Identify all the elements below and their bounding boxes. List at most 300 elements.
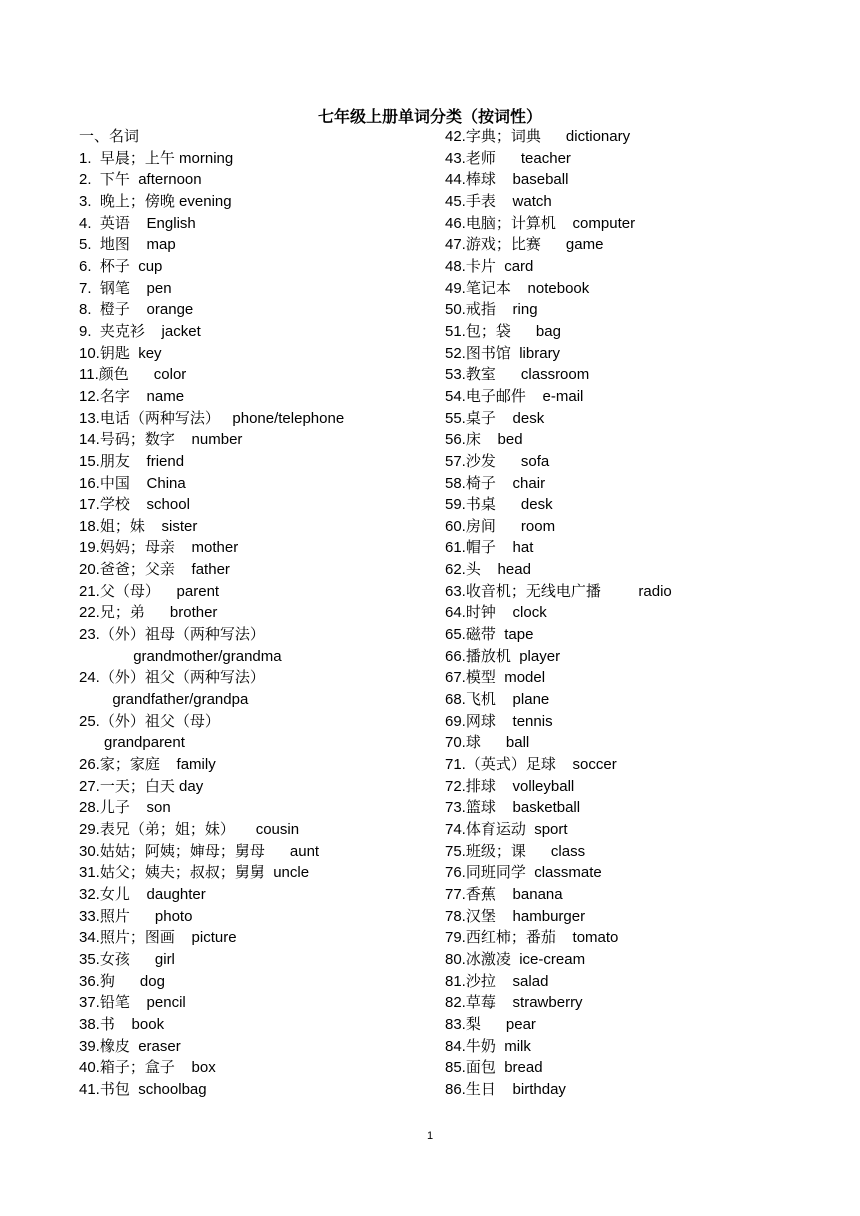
- english-word: teacher: [520, 149, 571, 167]
- english-word: grandfather/grandpa: [112, 691, 249, 709]
- entry-number: 81.: [445, 972, 466, 990]
- chinese-meaning: 钥匙: [99, 343, 130, 362]
- entry-number: 40.: [79, 1059, 100, 1077]
- english-word: notebook: [527, 279, 590, 297]
- entry-number: 15.: [79, 452, 100, 470]
- entry-number: 36.: [79, 972, 100, 990]
- chinese-meaning: 卡片: [465, 256, 496, 275]
- spacing: [496, 366, 521, 383]
- word-entry: [445, 797, 825, 819]
- chinese-meaning: 晚上；傍晚: [99, 191, 175, 210]
- word-entry: [79, 927, 459, 949]
- word-entry: [79, 473, 459, 495]
- spacing: [511, 951, 519, 968]
- chinese-meaning: 飞机: [465, 690, 496, 709]
- word-entry: [445, 386, 825, 408]
- entry-number: 25.: [79, 712, 100, 730]
- english-word: book: [131, 1015, 165, 1033]
- entry-number: 3.: [79, 192, 100, 210]
- spacing: [496, 669, 504, 686]
- entry-number: 78.: [445, 907, 466, 925]
- entry-number: 82.: [445, 994, 466, 1012]
- chinese-meaning: 网球: [465, 711, 496, 730]
- english-word: school: [146, 496, 190, 514]
- english-word: baseball: [512, 171, 569, 189]
- entry-number: 86.: [445, 1080, 466, 1098]
- english-word: friend: [146, 452, 185, 470]
- spacing: [130, 258, 138, 275]
- spacing: [526, 864, 534, 881]
- english-word: tennis: [512, 712, 553, 730]
- entry-number: 77.: [445, 885, 466, 903]
- english-word: pencil: [146, 994, 186, 1012]
- word-entry: [79, 906, 459, 928]
- chinese-meaning: 笔记本: [465, 278, 511, 297]
- chinese-meaning: （外）祖父（母）: [99, 711, 220, 730]
- chinese-meaning: 电子邮件: [465, 386, 526, 405]
- word-entry: [79, 299, 459, 321]
- english-word: desk: [512, 409, 545, 427]
- spacing: [130, 994, 147, 1011]
- word-entry: [445, 689, 825, 711]
- english-word: brother: [169, 604, 218, 622]
- entry-number: 1.: [79, 149, 100, 167]
- spacing: [481, 734, 506, 751]
- english-word: head: [497, 561, 531, 579]
- spacing: [130, 345, 138, 362]
- spacing: [115, 1016, 132, 1033]
- chinese-meaning: 名字: [99, 386, 130, 405]
- word-entry: [445, 559, 825, 581]
- chinese-meaning: 桌子: [465, 408, 496, 427]
- chinese-meaning: 头: [465, 560, 481, 579]
- word-entry: [79, 992, 459, 1014]
- english-word: girl: [154, 950, 175, 968]
- word-entry: [79, 148, 459, 170]
- entry-number: 63.: [445, 582, 466, 600]
- spacing: [481, 561, 498, 578]
- spacing: [526, 388, 543, 405]
- english-word: morning: [179, 149, 234, 167]
- english-word: grandmother/grandma: [133, 647, 282, 665]
- chinese-meaning: 球: [465, 733, 481, 752]
- entry-number: 18.: [79, 517, 100, 535]
- spacing: [496, 1038, 504, 1055]
- english-word: ring: [512, 301, 538, 319]
- spacing: [496, 994, 513, 1011]
- english-word: volleyball: [512, 777, 575, 795]
- chinese-meaning: 戒指: [465, 300, 496, 319]
- word-entry: [79, 624, 459, 646]
- english-word: box: [191, 1059, 216, 1077]
- word-entry: [79, 537, 459, 559]
- word-entry: [79, 776, 459, 798]
- spacing: [496, 193, 513, 210]
- word-entry: [445, 711, 825, 733]
- word-entry: [445, 992, 825, 1014]
- chinese-meaning: 妈妈；母亲: [99, 538, 175, 557]
- chinese-meaning: 箱子；盒子: [99, 1058, 175, 1077]
- spacing: [526, 821, 534, 838]
- entry-number: 8.: [79, 301, 100, 319]
- spacing: [496, 539, 513, 556]
- chinese-meaning: 橡皮: [99, 1036, 130, 1055]
- english-word: model: [504, 669, 546, 687]
- entry-number: 43.: [445, 149, 466, 167]
- entry-number: 24.: [79, 669, 100, 687]
- entry-number: 6.: [79, 257, 100, 275]
- english-word: evening: [179, 192, 232, 210]
- spacing: [481, 431, 498, 448]
- spacing: [130, 236, 147, 253]
- spacing: [601, 583, 639, 600]
- chinese-meaning: 帽子: [465, 538, 496, 557]
- word-entry: [79, 429, 459, 451]
- entry-number: 62.: [445, 561, 466, 579]
- word-entry: [445, 754, 825, 776]
- spacing: [541, 236, 566, 253]
- word-entry: [445, 321, 825, 343]
- entry-number: 50.: [445, 301, 466, 319]
- word-entry: [445, 364, 825, 386]
- chinese-meaning: （外）祖父（两种写法）: [99, 668, 265, 687]
- chinese-meaning: 房间: [465, 516, 496, 535]
- spacing: [496, 604, 513, 621]
- spacing: [481, 1016, 506, 1033]
- chinese-meaning: 汉堡: [465, 906, 496, 925]
- spacing: [79, 691, 112, 708]
- spacing: [115, 973, 140, 990]
- english-word: uncle: [273, 864, 310, 882]
- english-word: clock: [512, 604, 547, 622]
- chinese-meaning: 书: [99, 1014, 115, 1033]
- spacing: [175, 929, 192, 946]
- entry-number: 21.: [79, 582, 100, 600]
- spacing: [496, 258, 504, 275]
- word-entry: [445, 213, 825, 235]
- word-entry: [79, 364, 459, 386]
- english-word: jacket: [161, 322, 201, 340]
- chinese-meaning: 排球: [465, 776, 496, 795]
- entry-number: 51.: [445, 322, 466, 340]
- chinese-meaning: 英语: [99, 213, 130, 232]
- spacing: [496, 453, 521, 470]
- chinese-meaning: （英式）足球: [465, 755, 556, 774]
- spacing: [496, 973, 513, 990]
- chinese-meaning: 面包: [465, 1058, 496, 1077]
- word-entry: [79, 581, 459, 603]
- chinese-meaning: 班级；课: [465, 841, 526, 860]
- english-word: grandparent: [104, 734, 185, 752]
- chinese-meaning: 姐；妹: [99, 516, 145, 535]
- english-word: father: [191, 561, 230, 579]
- word-entry: [79, 971, 459, 993]
- entry-number: 26.: [79, 756, 100, 774]
- entry-number: 12.: [79, 387, 100, 405]
- entry-number: 64.: [445, 604, 466, 622]
- word-entry: [79, 1057, 459, 1079]
- spacing: [145, 604, 170, 621]
- spacing: [496, 171, 513, 188]
- chinese-meaning: 表兄（弟；姐；妹）: [99, 820, 235, 838]
- entry-number: 74.: [445, 821, 466, 838]
- chinese-meaning: 姑父；姨夫；叔叔；舅舅: [99, 863, 265, 882]
- word-entry: [79, 884, 459, 906]
- spacing: [556, 929, 573, 946]
- entry-number: 9.: [79, 322, 100, 340]
- entry-number: 48.: [445, 257, 466, 275]
- english-word: radio: [638, 582, 672, 600]
- word-entry: [79, 949, 459, 971]
- english-word: ice-cream: [519, 950, 586, 968]
- word-entry: [445, 191, 825, 213]
- word-entry: [445, 429, 825, 451]
- entry-number: 33.: [79, 907, 100, 925]
- english-word: orange: [146, 301, 194, 319]
- english-word: parent: [176, 582, 220, 600]
- word-entry: [445, 537, 825, 559]
- chinese-meaning: 梨: [465, 1014, 481, 1033]
- english-word: hamburger: [512, 907, 586, 925]
- spacing: [496, 496, 521, 513]
- chinese-meaning: 照片；图画: [99, 928, 175, 947]
- entry-number: 35.: [79, 950, 100, 968]
- chinese-meaning: 电脑；计算机: [465, 213, 556, 232]
- word-entry: [79, 191, 459, 213]
- english-word: color: [153, 366, 187, 384]
- entry-number: 58.: [445, 474, 466, 492]
- word-entry: [79, 234, 459, 256]
- word-entry: [79, 754, 459, 776]
- word-entry: [445, 494, 825, 516]
- spacing: [145, 518, 162, 535]
- english-word: name: [146, 387, 185, 405]
- spacing: [130, 475, 147, 492]
- spacing: [160, 756, 177, 773]
- chinese-meaning: 早晨；上午: [99, 148, 175, 167]
- word-entry: [79, 516, 459, 538]
- word-entry: [445, 1057, 825, 1079]
- spacing: [511, 345, 519, 362]
- entry-number: 41.: [79, 1080, 100, 1098]
- spacing: [175, 1059, 192, 1076]
- english-word: banana: [512, 885, 563, 903]
- word-entry: [79, 213, 459, 235]
- entry-number: 70.: [445, 734, 466, 752]
- spacing: [130, 799, 147, 816]
- entry-number: 67.: [445, 669, 466, 687]
- word-entry: [445, 516, 825, 538]
- word-entry: [445, 234, 825, 256]
- english-word: soccer: [572, 756, 617, 774]
- word-entry: [445, 841, 825, 863]
- english-word: China: [146, 474, 186, 492]
- chinese-meaning: 播放机: [465, 646, 511, 665]
- word-entry: [445, 256, 825, 278]
- entry-number: 68.: [445, 691, 466, 709]
- english-word: dog: [139, 972, 165, 990]
- entry-number: 5.: [79, 236, 100, 254]
- chinese-meaning: 牛奶: [465, 1036, 496, 1055]
- spacing: [220, 410, 233, 427]
- english-word: e-mail: [542, 387, 584, 405]
- entry-number: 10.: [79, 344, 100, 362]
- spacing: [511, 280, 528, 297]
- entry-number: 65.: [445, 626, 466, 644]
- chinese-meaning: 爸爸；父亲: [99, 560, 175, 579]
- chinese-meaning: 教室: [465, 365, 496, 384]
- chinese-meaning: 中国: [99, 473, 130, 492]
- spacing: [496, 626, 504, 643]
- entry-number: 38.: [79, 1015, 100, 1033]
- chinese-meaning: 椅子: [465, 473, 496, 492]
- english-word: classroom: [520, 366, 590, 384]
- english-word: sister: [161, 517, 198, 535]
- word-list-left: [79, 148, 459, 1101]
- chinese-meaning: 儿子: [99, 798, 130, 817]
- word-entry: [79, 1079, 459, 1101]
- spacing: [129, 366, 154, 383]
- english-word: plane: [512, 691, 550, 709]
- spacing: [175, 431, 192, 448]
- entry-number: 4.: [79, 214, 100, 232]
- chinese-meaning: 收音机；无线电广播: [465, 581, 601, 600]
- word-entry: [79, 494, 459, 516]
- english-word: aunt: [289, 842, 320, 860]
- spacing: [265, 843, 290, 860]
- chinese-meaning: 父（母）: [99, 581, 160, 600]
- entry-number: 46.: [445, 214, 466, 232]
- english-word: day: [179, 777, 204, 795]
- word-entry: [79, 321, 459, 343]
- entry-number: 30.: [79, 842, 100, 860]
- english-word: computer: [572, 214, 636, 232]
- word-entry: [79, 1014, 459, 1036]
- word-entry: [445, 646, 825, 668]
- spacing: [496, 518, 521, 535]
- word-entry: [445, 602, 825, 624]
- entry-number: 54.: [445, 387, 466, 405]
- word-entry: [445, 927, 825, 949]
- chinese-meaning: 朋友: [99, 451, 130, 470]
- entry-number: 79.: [445, 929, 466, 947]
- word-entry: [445, 148, 825, 170]
- entry-number: 42.: [445, 128, 466, 145]
- english-word: English: [146, 214, 196, 232]
- chinese-meaning: 书包: [99, 1079, 130, 1098]
- page-number: 1: [426, 1130, 434, 1142]
- spacing: [145, 323, 162, 340]
- word-entry: [79, 862, 459, 884]
- entry-number: 53.: [445, 366, 466, 384]
- chinese-meaning: 草莓: [465, 993, 496, 1012]
- english-word: daughter: [146, 885, 206, 903]
- word-entry: [79, 408, 459, 430]
- chinese-meaning: 体育运动: [465, 820, 526, 838]
- word-entry: [79, 256, 459, 278]
- english-word: desk: [520, 496, 553, 514]
- english-word: card: [504, 257, 534, 275]
- word-entry: [79, 169, 459, 191]
- word-entry: [445, 126, 825, 148]
- english-word: map: [146, 236, 176, 254]
- english-word: picture: [191, 929, 237, 947]
- spacing: [496, 799, 513, 816]
- entry-number: 55.: [445, 409, 466, 427]
- spacing: [541, 128, 566, 145]
- page-title: 七年级上册单词分类（按词性）: [317, 107, 542, 126]
- word-entry: [79, 797, 459, 819]
- english-word: bed: [497, 431, 523, 449]
- entry-number: 80.: [445, 950, 466, 968]
- entry-number: 17.: [79, 496, 100, 514]
- chinese-meaning: 夹克衫: [99, 321, 145, 340]
- chinese-meaning: 生日: [465, 1079, 496, 1098]
- entry-number: 31.: [79, 864, 100, 882]
- spacing: [511, 648, 519, 665]
- chinese-meaning: 电话（两种写法）: [99, 408, 220, 427]
- english-word: key: [138, 344, 162, 362]
- word-entry: [445, 1014, 825, 1036]
- entry-number: 45.: [445, 192, 466, 210]
- chinese-meaning: 游戏；比赛: [465, 235, 541, 254]
- chinese-meaning: 书桌: [465, 495, 496, 514]
- chinese-meaning: 同班同学: [465, 863, 526, 882]
- word-entry: [445, 776, 825, 798]
- word-entry: [445, 971, 825, 993]
- word-entry: [79, 278, 459, 300]
- section-heading: 一、名词: [79, 127, 140, 145]
- chinese-meaning: 号码；数字: [99, 430, 175, 449]
- chinese-meaning: 篮球: [465, 798, 496, 817]
- entry-number: 28.: [79, 799, 100, 817]
- word-entry: [445, 278, 825, 300]
- chinese-meaning: 西红柿；番茄: [465, 928, 556, 947]
- word-entry: [445, 1036, 825, 1058]
- entry-number: 56.: [445, 431, 466, 449]
- chinese-meaning: 女儿: [99, 884, 130, 903]
- entry-number: 27.: [79, 777, 100, 795]
- spacing: [130, 388, 147, 405]
- chinese-meaning: 颜色: [98, 365, 129, 384]
- entry-number: 39.: [79, 1037, 100, 1055]
- word-list-right: [445, 126, 825, 1101]
- english-word: birthday: [512, 1080, 566, 1098]
- english-word: game: [565, 236, 604, 254]
- entry-number: 29.: [79, 821, 100, 838]
- chinese-meaning: 磁带: [465, 625, 496, 644]
- spacing: [496, 150, 521, 167]
- word-entry: [79, 343, 459, 365]
- spacing: [130, 886, 147, 903]
- word-entry: [445, 473, 825, 495]
- spacing: [130, 301, 147, 318]
- english-word: bag: [535, 322, 561, 340]
- entry-number: 72.: [445, 777, 466, 795]
- spacing: [130, 1038, 138, 1055]
- entry-number: 16.: [79, 474, 100, 492]
- entry-number: 60.: [445, 517, 466, 535]
- entry-number: 44.: [445, 171, 466, 189]
- english-word: room: [520, 517, 556, 535]
- word-entry: [79, 559, 459, 581]
- spacing: [175, 539, 192, 556]
- spacing: [130, 496, 147, 513]
- chinese-meaning: （外）祖母（两种写法）: [99, 625, 265, 644]
- spacing: [175, 561, 192, 578]
- english-word: pear: [505, 1015, 536, 1033]
- spacing: [160, 583, 177, 600]
